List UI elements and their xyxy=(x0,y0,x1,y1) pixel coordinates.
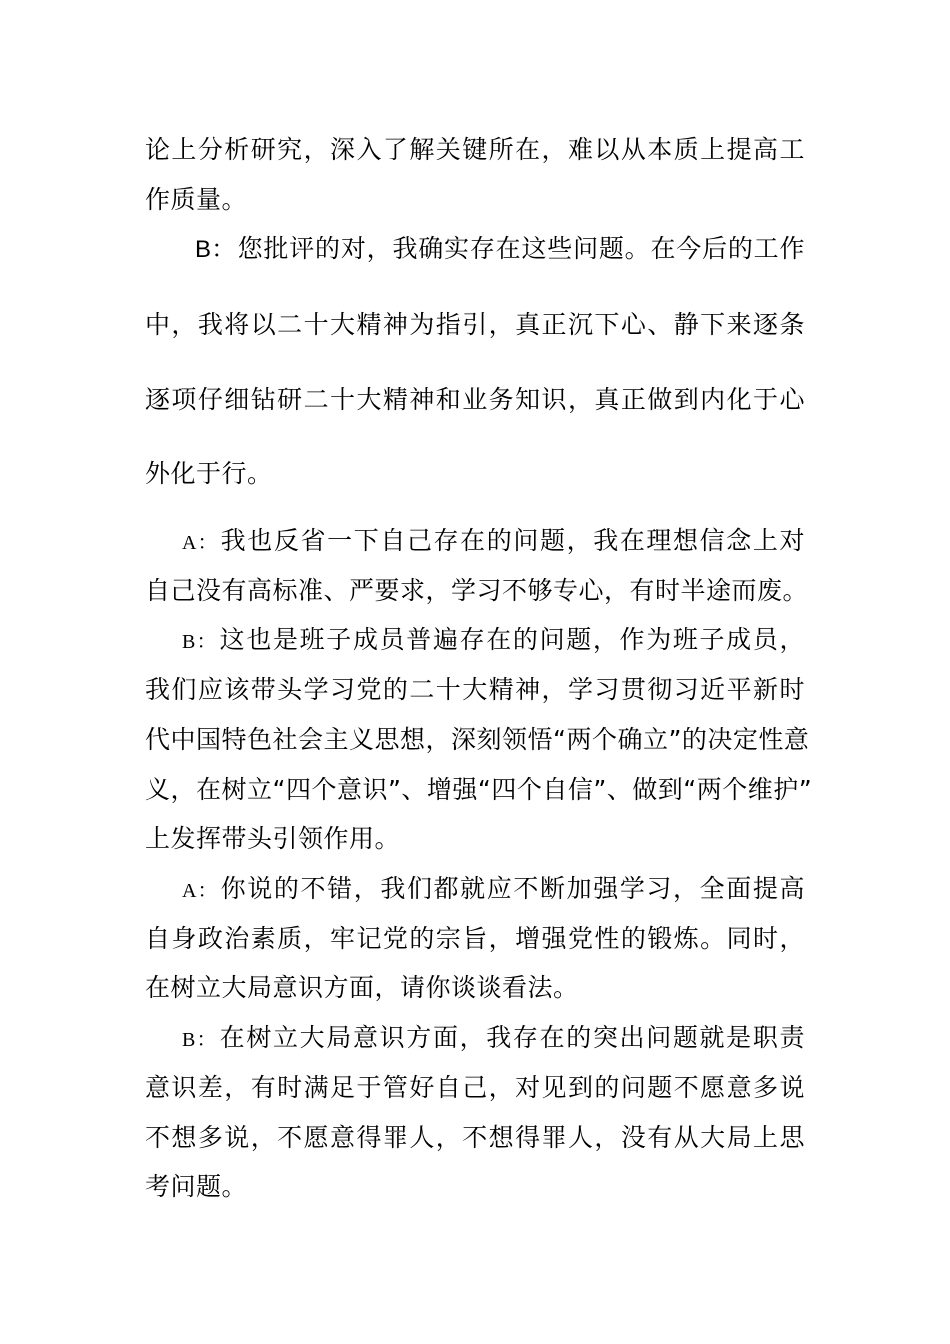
speaker-b-paragraph xyxy=(195,233,805,266)
paragraph-line xyxy=(145,923,805,955)
line-text: 我也反省一下自己存在的问题，我在理想信念上对 xyxy=(220,526,805,555)
paragraph-line xyxy=(145,823,805,855)
paragraph-line xyxy=(145,972,805,1004)
line-text: 我们应该带头学习党的二十大精神，学习贯彻习近平新时 xyxy=(145,675,805,704)
line-text: 外化于行。 xyxy=(145,459,273,488)
paragraph-line xyxy=(145,1171,805,1203)
speaker-label: B： xyxy=(195,236,236,263)
line-text: 自身政治素质，牢记党的宗旨，增强党性的锻炼。同时， xyxy=(145,924,805,953)
speaker-a-paragraph xyxy=(182,873,805,907)
speaker-b-paragraph xyxy=(182,1022,805,1056)
paragraph-line xyxy=(145,674,805,706)
speaker-label: B： xyxy=(182,1029,218,1051)
paragraph-line xyxy=(145,1072,805,1104)
speaker-label: A： xyxy=(182,880,219,902)
paragraph-line xyxy=(145,724,810,756)
paragraph-line xyxy=(145,184,805,216)
line-text: 不想多说，不愿意得罪人，不想得罪人，没有从大局上思 xyxy=(145,1123,805,1152)
paragraph-line xyxy=(145,1122,805,1154)
speaker-label: A： xyxy=(182,532,219,554)
speaker-label: B： xyxy=(182,631,218,653)
line-text: 中，我将以二十大精神为指引，真正沉下心、静下来逐条 xyxy=(145,310,805,339)
speaker-a-paragraph xyxy=(182,525,805,559)
line-text: 逐项仔细钻研二十大精神和业务知识，真正做到内化于心 xyxy=(145,385,805,414)
paragraph-line xyxy=(145,309,805,341)
line-text: 义，在树立“四个意识”、增强“四个自信”、做到“两个维护” xyxy=(145,775,813,804)
line-text: 在树立大局意识方面，我存在的突出问题就是职责 xyxy=(219,1023,805,1052)
paragraph-line xyxy=(145,134,805,166)
line-text: 考问题。 xyxy=(145,1172,248,1201)
line-text: 你说的不错，我们都就应不断加强学习，全面提高 xyxy=(220,874,805,903)
line-text: 在树立大局意识方面，请你谈谈看法。 xyxy=(145,973,579,1002)
paragraph-line xyxy=(145,575,809,607)
paragraph-line xyxy=(145,384,805,416)
speaker-b-paragraph xyxy=(182,624,805,658)
line-text: 这也是班子成员普遍存在的问题，作为班子成员， xyxy=(219,625,805,654)
paragraph-line xyxy=(145,774,813,806)
line-text: 论上分析研究，深入了解关键所在，难以从本质上提高工 xyxy=(145,135,805,164)
line-text: 上发挥带头引领作用。 xyxy=(145,824,401,853)
line-text: 自己没有高标准、严要求，学习不够专心，有时半途而废。 xyxy=(145,576,809,605)
line-text: 意识差，有时满足于管好自己，对见到的问题不愿意多说 xyxy=(145,1073,805,1102)
line-text: 代中国特色社会主义思想，深刻领悟“两个确立”的决定性意 xyxy=(145,725,810,754)
line-text: 作质量。 xyxy=(145,185,248,214)
paragraph-line xyxy=(145,458,805,490)
line-text: 您批评的对，我确实存在这些问题。在今后的工作 xyxy=(237,234,805,263)
